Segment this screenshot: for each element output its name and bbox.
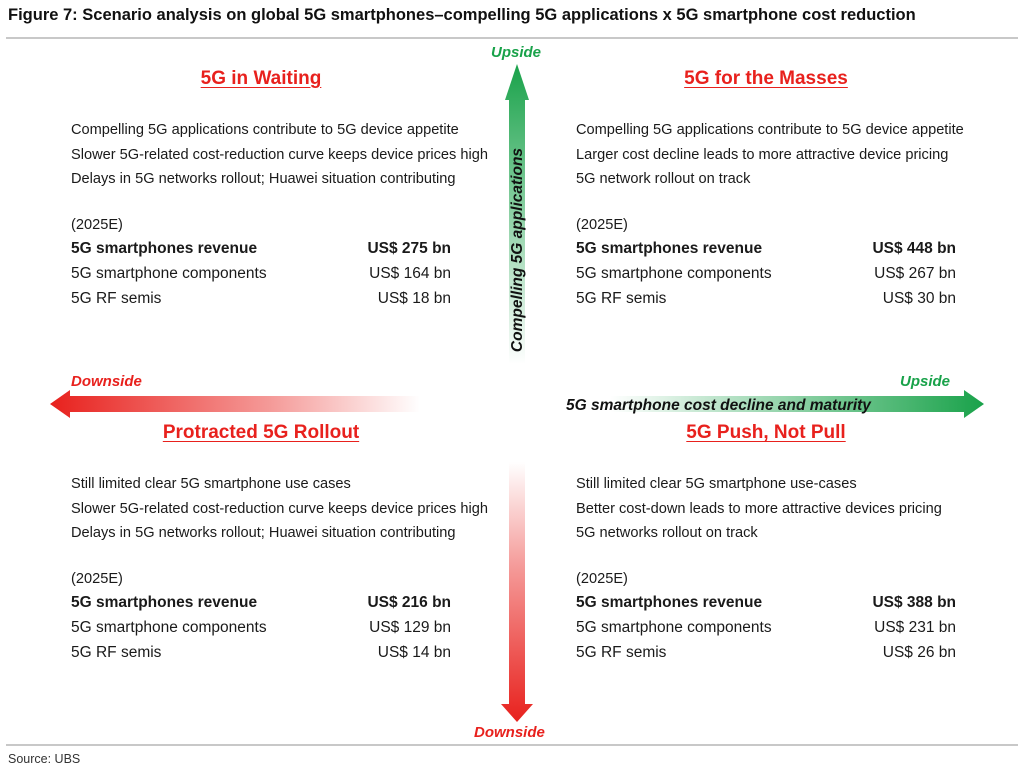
- row-value: US$ 14 bn: [377, 643, 451, 661]
- left-arrow: [50, 390, 420, 418]
- vertical-downside-label: Downside: [474, 724, 545, 741]
- figure-title: Figure 7: Scenario analysis on global 5G smartphones–compelling 5G applications x 5G smartphone cost reduction: [8, 6, 916, 24]
- row-label: 5G smartphones revenue: [71, 594, 258, 612]
- rf-semis-row: [71, 287, 451, 312]
- row-value: US$ 164 bn: [369, 264, 451, 282]
- row-label: 5G RF semis: [71, 289, 162, 307]
- description-line: Better cost-down leads to more attractive devices pricing: [576, 500, 942, 517]
- description-line: Compelling 5G applications contribute to 5G device appetite: [576, 122, 964, 138]
- description-line: Larger cost decline leads to more attractive device pricing: [576, 146, 949, 163]
- rf-semis-row: [576, 641, 956, 666]
- row-label: 5G smartphone components: [71, 264, 267, 282]
- bottom-rule: [6, 744, 1018, 746]
- year-label: (2025E): [71, 217, 123, 234]
- vertical-upside-label: Upside: [491, 44, 542, 61]
- row-value: US$ 275 bn: [367, 240, 451, 258]
- row-value: US$ 129 bn: [369, 618, 451, 636]
- year-label: (2025E): [71, 571, 123, 588]
- row-label: 5G smartphone components: [71, 618, 267, 636]
- description-line: Delays in 5G networks rollout; Huawei situation contributing: [71, 171, 456, 188]
- row-label: 5G smartphone components: [576, 264, 772, 282]
- row-value: US$ 216 bn: [367, 594, 451, 612]
- quadrant-top-right: [576, 68, 1016, 312]
- row-label: 5G smartphone components: [576, 618, 772, 636]
- source-note: Source: UBS: [8, 752, 81, 766]
- quadrant-bottom-left: [71, 422, 511, 666]
- quadrant-description: [576, 472, 1016, 546]
- row-label: 5G smartphones revenue: [576, 240, 763, 258]
- row-label: 5G smartphones revenue: [71, 240, 258, 258]
- revenue-row: [576, 237, 956, 262]
- quadrant-title: 5G in Waiting: [200, 68, 322, 89]
- row-value: US$ 267 bn: [874, 264, 956, 282]
- row-value: US$ 18 bn: [377, 289, 451, 307]
- quadrant-title: 5G for the Masses: [684, 68, 848, 89]
- quadrant-description: [576, 118, 1016, 192]
- components-row: [576, 616, 956, 641]
- quadrant-description: [71, 118, 511, 192]
- description-line: Slower 5G-related cost-reduction curve keeps device prices high: [71, 500, 488, 517]
- row-value: US$ 30 bn: [882, 289, 956, 307]
- row-value: US$ 26 bn: [882, 643, 956, 661]
- row-value: US$ 231 bn: [874, 618, 956, 636]
- rf-semis-row: [71, 641, 451, 666]
- description-line: Slower 5G-related cost-reduction curve keeps device prices high: [71, 146, 488, 163]
- quadrant-title: 5G Push, Not Pull: [686, 422, 846, 443]
- quadrant-top-left: [71, 68, 511, 312]
- revenue-row: [71, 237, 451, 262]
- description-line: Still limited clear 5G smartphone use-cases: [576, 476, 857, 492]
- components-row: [71, 616, 451, 641]
- description-line: 5G network rollout on track: [576, 171, 751, 188]
- horizontal-upside-label: Upside: [900, 373, 951, 390]
- description-line: Compelling 5G applications contribute to 5G device appetite: [71, 122, 459, 138]
- quadrant-bottom-right: [576, 422, 1016, 666]
- year-label: (2025E): [576, 571, 628, 588]
- description-line: Still limited clear 5G smartphone use cases: [71, 476, 351, 492]
- row-label: 5G RF semis: [576, 289, 667, 307]
- components-row: [576, 262, 956, 287]
- row-label: 5G RF semis: [71, 643, 162, 661]
- horizontal-axis-label: 5G smartphone cost decline and maturity: [566, 397, 871, 414]
- row-value: US$ 448 bn: [872, 240, 956, 258]
- rf-semis-row: [576, 287, 956, 312]
- description-line: 5G networks rollout on track: [576, 525, 758, 542]
- quadrant-title: Protracted 5G Rollout: [162, 422, 360, 443]
- row-label: 5G RF semis: [576, 643, 667, 661]
- revenue-row: [71, 591, 451, 616]
- revenue-row: [576, 591, 956, 616]
- year-label: (2025E): [576, 217, 628, 234]
- vertical-axis-label: Compelling 5G applications: [509, 147, 526, 353]
- horizontal-downside-label: Downside: [71, 373, 142, 390]
- components-row: [71, 262, 451, 287]
- description-line: Delays in 5G networks rollout; Huawei situation contributing: [71, 525, 456, 542]
- quadrant-description: [71, 472, 511, 546]
- row-label: 5G smartphones revenue: [576, 594, 763, 612]
- row-value: US$ 388 bn: [872, 594, 956, 612]
